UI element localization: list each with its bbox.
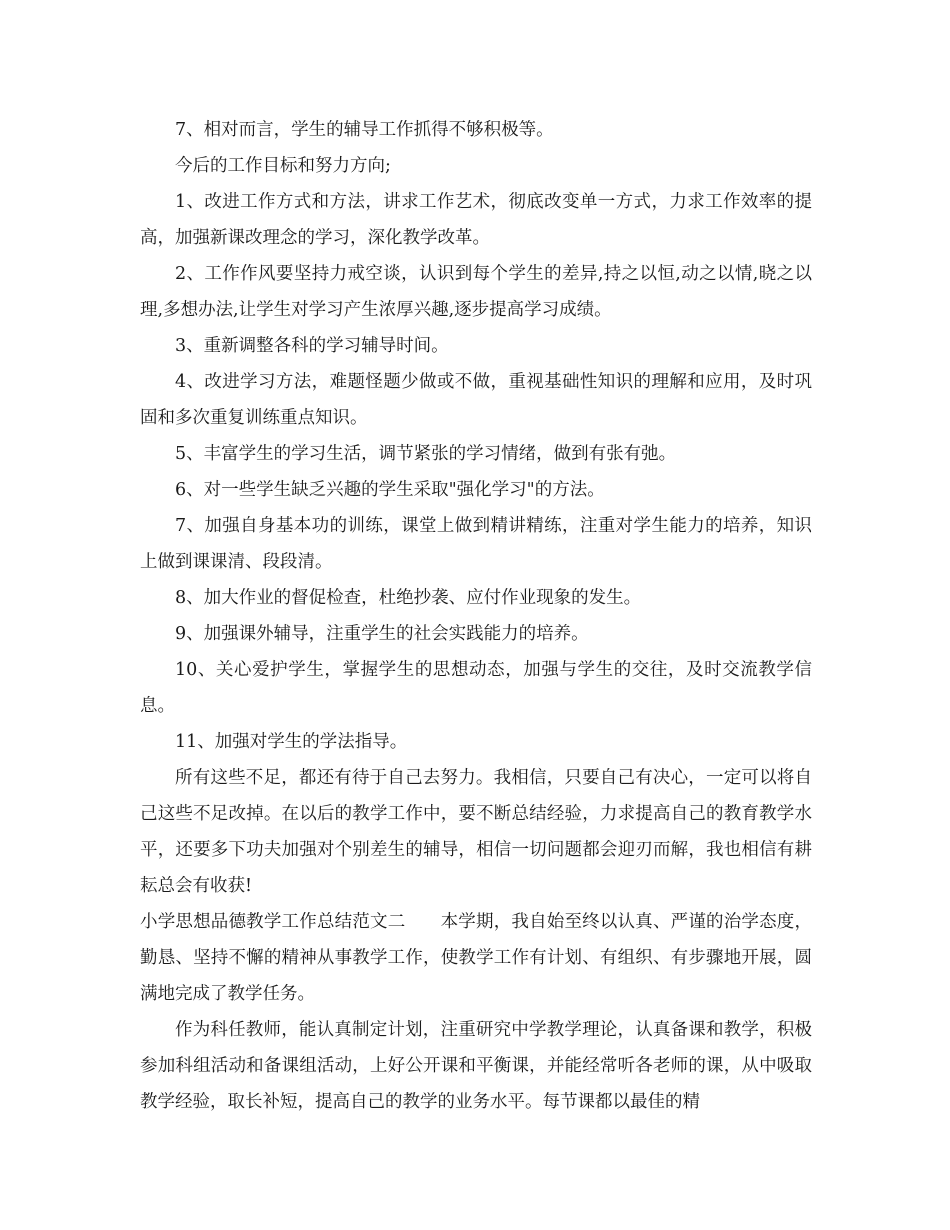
section-paragraph xyxy=(140,904,812,1012)
paragraph-goal-8: 8、加大作业的督促检查，杜绝抄袭、应付作业现象的发生。 xyxy=(175,588,642,608)
paragraph-goal-5: 5、丰富学生的学习生活，调节紧张的学习情绪，做到有张有弛。 xyxy=(175,444,677,464)
paragraph-goal-2: 2、工作作风要坚持力戒空谈，认识到每个学生的差异,持之以恒,动之以情,晓之以理,多想办法,让学生对学习产生浓厚兴趣,逐步提高学习成绩。 xyxy=(140,264,812,320)
paragraph-goal-3: 3、重新调整各科的学习辅导时间。 xyxy=(175,336,449,356)
paragraph-goals-heading: 今后的工作目标和努力方向; xyxy=(175,156,391,176)
paragraph-goal-10: 10、关心爱护学生，掌握学生的思想动态，加强与学生的交往，及时交流教学信息。 xyxy=(140,660,812,716)
paragraph-conclusion: 所有这些不足，都还有待于自己去努力。我相信，只要自己有决心，一定可以将自己这些不足改掉。在以后的教学工作中，要不断总结经验，力求提高自己的教育教学水平，还要多下功夫加强对个别差生的辅导，相信一切问题都会迎刃而解，我也相信有耕耘总会有收获! xyxy=(140,768,812,896)
section-title: 小学思想品德教学工作总结范文二 xyxy=(140,912,406,932)
paragraph-goal-7: 7、加强自身基本功的训练，课堂上做到精讲精练，注重对学生能力的培养，知识上做到课课清、段段清。 xyxy=(140,516,812,572)
paragraph-goal-6: 6、对一些学生缺乏兴趣的学生采取"强化学习"的方法。 xyxy=(175,480,605,500)
paragraph-goal-1: 1、改进工作方式和方法，讲求工作艺术，彻底改变单一方式，力求工作效率的提高，加强新课改理念的学习，深化教学改革。 xyxy=(140,192,812,248)
section-intro-text: 本学期，我自始至终以认真、严谨的治学态度，勤恳、坚持不懈的精神从事教学工作，使教学工作有计划、有组织、有步骤地开展，圆满地完成了教学任务。 xyxy=(140,912,813,1004)
paragraph-goal-11: 11、加强对学生的学法指导。 xyxy=(175,732,408,752)
paragraph-teacher-work: 作为科任教师，能认真制定计划，注重研究中学教学理论，认真备课和教学，积极参加科组活动和备课组活动，上好公开课和平衡课，并能经常听各老师的课，从中吸取教学经验，取长补短，提高自己的教学的业务水平。每节课都以最佳的精 xyxy=(140,1020,812,1112)
document-body xyxy=(140,112,812,1120)
paragraph-goal-9: 9、加强课外辅导，注重学生的社会实践能力的培养。 xyxy=(175,624,589,644)
paragraph-shortcoming-7: 7、相对而言，学生的辅导工作抓得不够积极等。 xyxy=(175,120,554,140)
paragraph-goal-4: 4、改进学习方法，难题怪题少做或不做，重视基础性知识的理解和应用，及时巩固和多次重复训练重点知识。 xyxy=(140,372,812,428)
